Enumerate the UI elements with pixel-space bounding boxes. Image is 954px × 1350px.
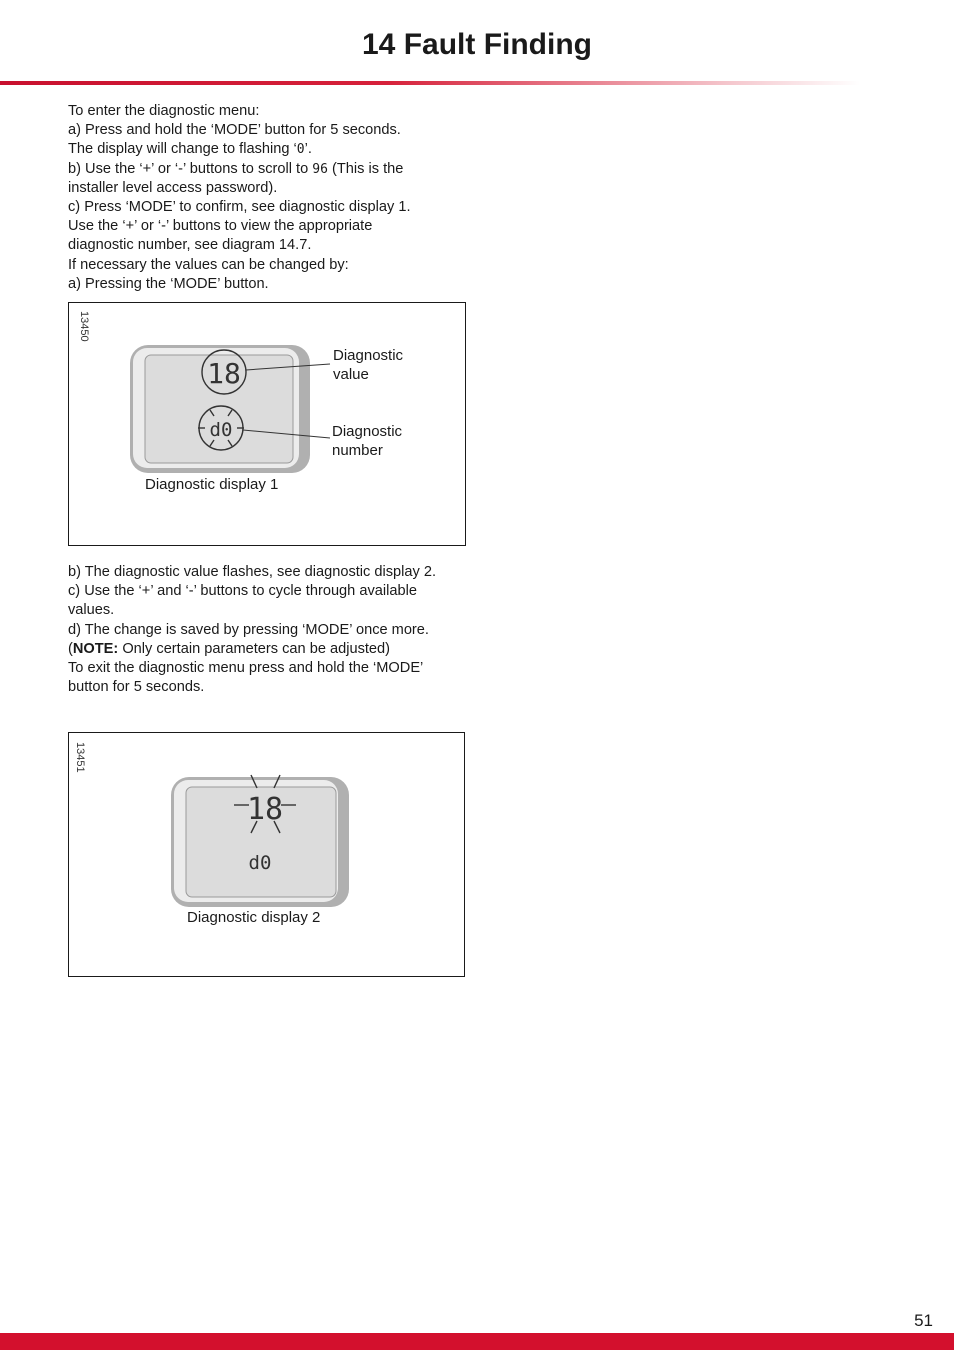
callout-line: number — [332, 442, 383, 459]
figure-reference: 13450 — [78, 311, 90, 342]
diagnostic-value-callout — [333, 346, 403, 384]
figure-caption: Diagnostic display 2 — [187, 909, 321, 926]
intro-line: If necessary the values can be changed by: — [68, 256, 349, 273]
diagnostic-value-digits: 18 — [207, 357, 241, 390]
page-number: 51 — [914, 1311, 933, 1330]
lcd-illustration-1 — [69, 303, 467, 547]
text-fragment: ’. — [304, 141, 312, 158]
intro-line: a) Pressing the ‘MODE’ button. — [68, 275, 269, 292]
intro-line: diagnostic number, see diagram 14.7. — [68, 237, 312, 254]
note-line — [68, 640, 488, 659]
middle-line: To exit the diagnostic menu press and hold the ‘MODE’ — [68, 660, 424, 677]
intro-line: installer level access password). — [68, 179, 278, 196]
title-divider — [0, 81, 860, 85]
middle-line: d) The change is saved by pressing ‘MODE’ once more. — [68, 621, 429, 638]
text-fragment: b) Use the ‘+’ or ‘-’ buttons to scroll to — [68, 160, 313, 177]
intro-line — [68, 140, 488, 159]
text-fragment: (This is the — [327, 160, 404, 177]
segment-code: 0 — [296, 142, 305, 158]
intro-instructions — [68, 102, 488, 294]
middle-line: c) Use the ‘+’ and ‘-’ buttons to cycle through available — [68, 583, 417, 600]
text-fragment: ( — [68, 640, 73, 657]
intro-line: c) Press ‘MODE’ to confirm, see diagnostic display 1. — [68, 199, 411, 216]
middle-line: values. — [68, 602, 115, 619]
intro-line: To enter the diagnostic menu: — [68, 103, 260, 119]
intro-line: a) Press and hold the ‘MODE’ button for 5 seconds. — [68, 122, 401, 139]
intro-line — [68, 160, 488, 179]
diagnostic-number-digits: d0 — [248, 852, 272, 874]
figure-caption: Diagnostic display 1 — [145, 476, 279, 493]
text-fragment: The display will change to flashing ‘ — [68, 141, 297, 158]
intro-line: Use the ‘+’ or ‘-’ buttons to view the appropriate — [68, 218, 373, 235]
diagnostic-number-callout — [332, 422, 402, 460]
lcd-illustration-2 — [69, 733, 466, 978]
middle-line: b) The diagnostic value flashes, see diagnostic display 2. — [68, 564, 437, 580]
diagnostic-display-2-figure — [68, 732, 465, 977]
page-title: 14 Fault Finding — [362, 28, 592, 61]
diagnostic-display-1-figure — [68, 302, 466, 546]
segment-code: 96 — [312, 161, 328, 177]
diagnostic-value-digits: 18 — [246, 792, 284, 827]
middle-line: button for 5 seconds. — [68, 679, 205, 696]
text-fragment: Only certain parameters can be adjusted) — [118, 640, 391, 657]
diagnostic-number-digits: d0 — [209, 419, 233, 441]
callout-line: Diagnostic — [333, 347, 404, 364]
note-label: NOTE: — [72, 640, 119, 657]
callout-line: value — [333, 366, 369, 383]
callout-line: Diagnostic — [332, 423, 403, 440]
value-change-instructions — [68, 563, 488, 697]
footer-bar — [0, 1333, 954, 1350]
figure-reference: 13451 — [74, 742, 86, 773]
